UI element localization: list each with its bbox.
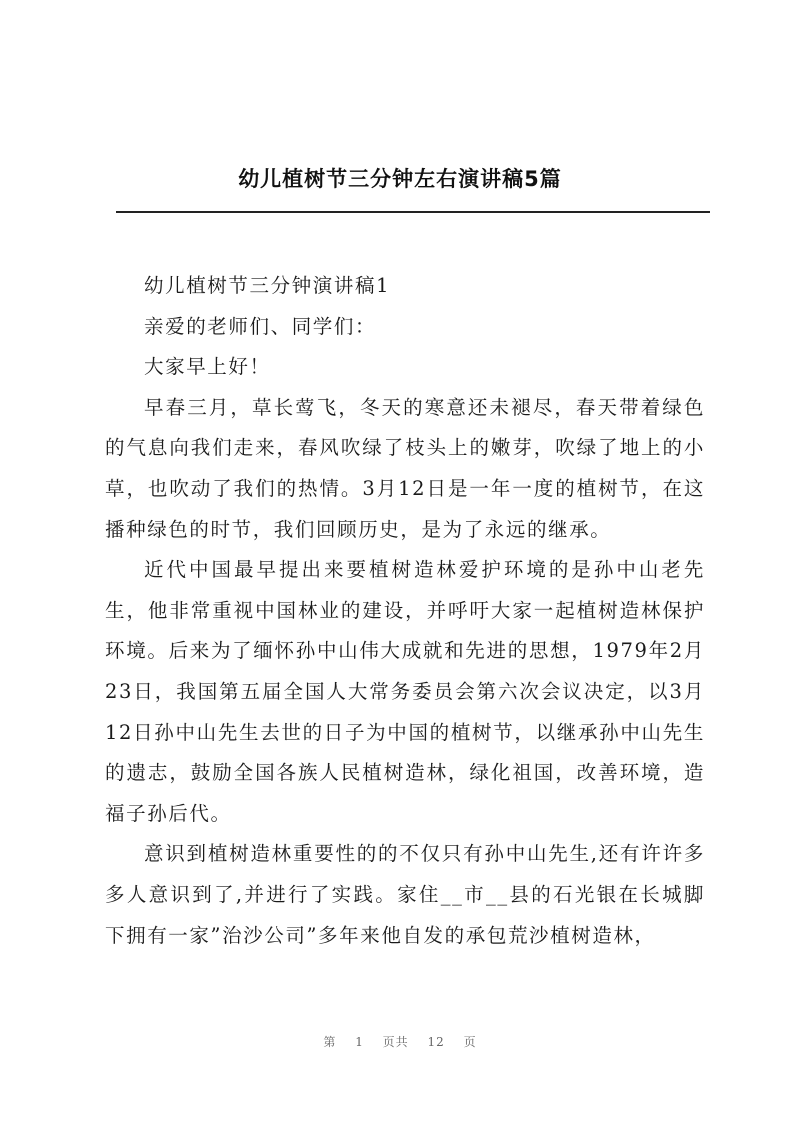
- footer-page-suffix: 页: [463, 1035, 477, 1049]
- salutation: 亲爱的老师们、同学们：: [144, 314, 377, 338]
- footer-total-pages: 12: [427, 1035, 445, 1049]
- paragraph: 意识到植树造林重要性的的不仅只有孙中山先生,还有许许多多人意识到了,并进行了实践。家住__市__县的石光银在长城脚下拥有一家”治沙公司”多年来他自发的承包荒沙植树造林，: [105, 842, 705, 947]
- greeting: 大家早上好！: [144, 355, 271, 379]
- section-heading: 幼儿植树节三分钟演讲稿1: [144, 274, 391, 297]
- paragraph: 早春三月，草长莺飞，冬天的寒意还未褪尽，春天带着绿色的气息向我们走来，春风吹绿了枝头上的嫩芽，吹绿了地上的小草，也吹动了我们的热情。3月12日是一年一度的植树节，在这播种绿色的时节，我们回顾历史，是为了永远的继承。: [105, 395, 705, 541]
- title-divider: [116, 211, 710, 213]
- document-body: [105, 266, 705, 956]
- paragraph: 近代中国最早提出来要植树造林爱护环境的是孙中山老先生，他非常重视中国林业的建设，并呼吁大家一起植树造林保护环境。后来为了缅怀孙中山伟大成就和先进的思想，1979年2月23日，我国第五届全国人大常务委员会第六次会议决定，以3月12日孙中山先生去世的日子为中国的植树节，以继承孙中山先生的遗志，鼓励全国各族人民植树造林，绿化祖国，改善环境，造福子孙后代。: [105, 558, 705, 825]
- page-footer: [0, 1033, 800, 1050]
- footer-page-prefix: 第: [323, 1035, 337, 1049]
- footer-page-middle: 页共: [382, 1035, 409, 1049]
- footer-page-number: 1: [355, 1035, 364, 1049]
- document-title: 幼儿植树节三分钟左右演讲稿5篇: [238, 167, 562, 191]
